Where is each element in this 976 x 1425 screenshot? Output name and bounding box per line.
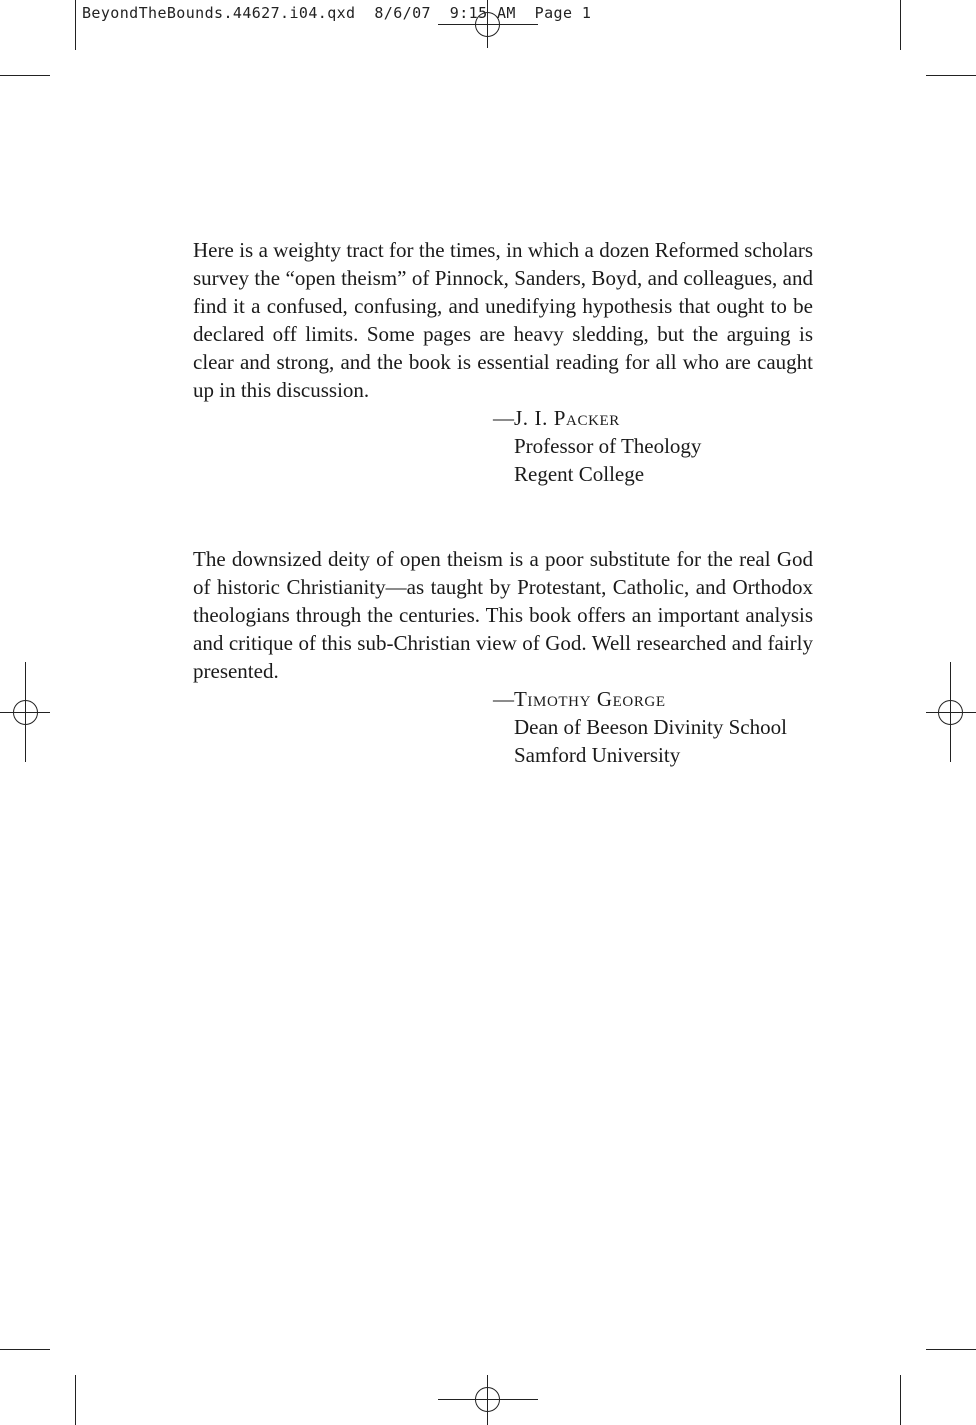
endorser-name-line (493, 404, 813, 432)
endorsement-attribution (493, 404, 813, 488)
endorsement-george (193, 545, 813, 769)
endorser-title: Professor of Theology (514, 434, 702, 458)
endorser-affiliation: Regent College (514, 462, 645, 486)
registration-mark-top (438, 0, 538, 48)
endorser-affiliation: Samford University (514, 743, 681, 767)
file-slug-line: BeyondTheBounds.44627.i04.qxd 8/6/07 9:15 AM Page 1 (82, 4, 592, 22)
endorser-name: J. I. Packer (514, 406, 620, 430)
endorsement-quote: Here is a weighty tract for the times, in which a dozen Reformed scholars survey the “open theism” of Pinnock, Sanders, Boyd, and colleagues, and find it a confused, confusing, and unedifying hypothesis that ought to be declared off limits. Some pages are heavy sledding, but the arguing is clear and strong, and the book is essential reading for all who are caught up in this discussion. (193, 238, 813, 402)
endorsement-quote: The downsized deity of open theism is a poor substitute for the real God of historic Christianity—as taught by Protestant, Catholic, and Orthodox theologians through the centuries. This book offers an important analysis and critique of this sub-Christian view of God. Well researched and fairly presented. (193, 547, 813, 683)
endorser-title: Dean of Beeson Divinity School (514, 715, 787, 739)
em-dash: — (493, 406, 514, 430)
registration-mark-left (0, 662, 50, 762)
endorser-name: Timothy George (514, 687, 666, 711)
endorsement-attribution (493, 685, 813, 769)
em-dash: — (493, 687, 514, 711)
endorser-name-line (493, 685, 813, 713)
endorsement-packer (193, 236, 813, 488)
registration-mark-bottom (438, 1375, 538, 1425)
registration-mark-right (926, 662, 976, 762)
